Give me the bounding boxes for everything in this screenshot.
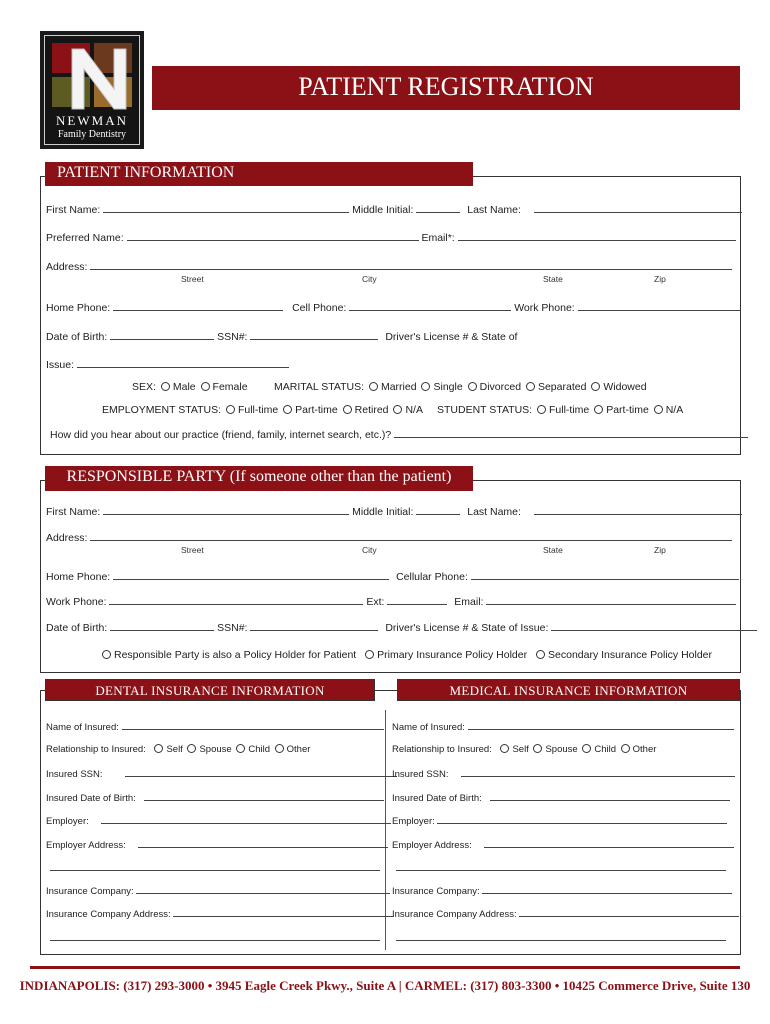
medical-company-address-field[interactable]	[519, 907, 739, 917]
dental-ssn-row	[46, 767, 397, 780]
email-label: Email*:	[421, 232, 455, 244]
dental-ssn-label: Insured SSN:	[46, 769, 103, 780]
medical-name-row	[392, 720, 734, 733]
medical-employer-address-field[interactable]	[484, 838, 734, 848]
medical-employer-field[interactable]	[437, 814, 727, 824]
rp-policy-holder-label: Responsible Party is also a Policy Holder for Patient	[114, 649, 357, 661]
dental-relationship-label: Relationship to Insured:	[46, 744, 146, 755]
dental-other-label: Other	[286, 744, 311, 755]
rp-ext-label: Ext:	[366, 596, 385, 608]
dental-dob-label: Insured Date of Birth:	[46, 793, 136, 804]
employment-na-label: N/A	[405, 404, 423, 416]
marital-widowed-label: Widowed	[603, 381, 647, 393]
home-phone-label: Home Phone:	[46, 302, 111, 314]
medical-employer-address-line2[interactable]	[396, 870, 726, 871]
patient-phone-row	[46, 301, 740, 314]
dental-name-field[interactable]	[122, 720, 384, 730]
medical-self-label: Self	[512, 744, 529, 755]
sex-male-label: Male	[172, 381, 196, 393]
medical-name-label: Name of Insured:	[392, 722, 465, 733]
preferred-name-label: Preferred Name:	[46, 232, 124, 244]
student-fulltime-label: Full-time	[549, 404, 590, 416]
employment-parttime-checkbox[interactable]	[283, 405, 292, 414]
rp-email-label: Email:	[454, 596, 484, 608]
rp-dob-field[interactable]	[110, 621, 214, 631]
medical-relationship-row	[392, 744, 656, 755]
rp-home-phone-label: Home Phone:	[46, 571, 111, 583]
student-parttime-label: Part-time	[606, 404, 649, 416]
rp-middle-initial-label: Middle Initial:	[352, 506, 414, 518]
dental-self-checkbox[interactable]	[154, 744, 163, 753]
secondary-policy-holder-label: Secondary Insurance Policy Holder	[548, 649, 713, 661]
medical-ssn-label: Insured SSN:	[392, 769, 449, 780]
rp-work-row	[46, 595, 736, 608]
patient-info-heading: PATIENT INFORMATION	[57, 164, 235, 181]
zip-caption: Zip	[654, 274, 666, 284]
marital-divorced-checkbox[interactable]	[468, 382, 477, 391]
marital-label: MARITAL STATUS:	[274, 381, 365, 393]
dental-relationship-row	[46, 744, 310, 755]
sex-male-checkbox[interactable]	[161, 382, 170, 391]
footer-addresses: INDIANAPOLIS: (317) 293-3000 • 3945 Eagle Creek Pkwy., Suite A | CARMEL: (317) 803-3300 • 10425 Commerce Drive, Suite 130	[19, 978, 751, 993]
medical-company-label: Insurance Company:	[392, 886, 480, 897]
dob-label: Date of Birth:	[46, 331, 108, 343]
home-phone-field[interactable]	[113, 301, 283, 311]
rp-ssn-label: SSN#:	[217, 622, 248, 634]
dental-company-address-line2[interactable]	[50, 940, 380, 941]
dental-tab	[45, 679, 375, 701]
employment-parttime-label: Part-time	[295, 404, 338, 416]
dental-employer-address-row	[46, 838, 388, 851]
marital-single-checkbox[interactable]	[421, 382, 430, 391]
employment-retired-label: Retired	[354, 404, 389, 416]
student-parttime-checkbox[interactable]	[594, 405, 603, 414]
title-banner	[152, 66, 740, 110]
medical-ssn-row	[392, 767, 735, 780]
state-caption: State	[543, 274, 563, 284]
last-name-label: Last Name:	[467, 204, 521, 216]
patient-info-tab	[45, 162, 473, 186]
rp-address-label: Address:	[46, 532, 88, 544]
first-name-label: First Name:	[46, 204, 101, 216]
drivers-license-label: Driver's License # & State of	[385, 331, 518, 343]
issue-field[interactable]	[77, 358, 289, 368]
rp-home-phone-field[interactable]	[113, 570, 389, 580]
dental-dob-row	[46, 791, 384, 804]
patient-dob-row	[46, 330, 517, 343]
dental-company-field[interactable]	[136, 884, 390, 894]
dental-self-label: Self	[166, 744, 183, 755]
rp-middle-initial-field[interactable]	[416, 505, 460, 515]
student-row	[437, 404, 683, 416]
rp-cellular-phone-field[interactable]	[471, 570, 739, 580]
rp-dob-row	[46, 621, 757, 634]
responsible-party-heading: RESPONSIBLE PARTY (If someone other than the patient)	[66, 468, 452, 485]
issue-label: Issue:	[46, 359, 75, 371]
ssn-label: SSN#:	[217, 331, 248, 343]
logo-tiles	[52, 43, 132, 107]
address-label: Address:	[46, 261, 88, 273]
student-na-label: N/A	[665, 404, 684, 416]
medical-dob-label: Insured Date of Birth:	[392, 793, 482, 804]
sex-female-label: Female	[212, 381, 248, 393]
medical-dob-field[interactable]	[490, 791, 730, 801]
marital-row	[274, 381, 647, 393]
employment-na-checkbox[interactable]	[393, 405, 402, 414]
medical-company-address-label: Insurance Company Address:	[392, 909, 517, 920]
sex-row	[132, 381, 248, 393]
rp-work-phone-label: Work Phone:	[46, 596, 107, 608]
employment-row	[102, 404, 423, 416]
rp-last-name-label: Last Name:	[467, 506, 521, 518]
medical-company-field[interactable]	[482, 884, 732, 894]
rp-cellular-phone-label: Cellular Phone:	[396, 571, 468, 583]
marital-single-label: Single	[433, 381, 463, 393]
dental-employer-row	[46, 814, 391, 827]
medical-other-checkbox[interactable]	[621, 744, 630, 753]
marital-divorced-label: Divorced	[479, 381, 522, 393]
patient-issue-row	[46, 358, 289, 371]
medical-employer-row	[392, 814, 727, 827]
medical-other-label: Other	[632, 744, 657, 755]
medical-child-label: Child	[594, 744, 616, 755]
marital-separated-checkbox[interactable]	[526, 382, 535, 391]
dental-heading: DENTAL INSURANCE INFORMATION	[95, 683, 325, 698]
dental-spouse-checkbox[interactable]	[187, 744, 196, 753]
dental-other-checkbox[interactable]	[275, 744, 284, 753]
marital-married-checkbox[interactable]	[369, 382, 378, 391]
medical-employer-label: Employer:	[392, 816, 435, 827]
referral-field[interactable]	[394, 428, 748, 438]
rp-drivers-license-label: Driver's License # & State of Issue:	[385, 622, 549, 634]
sex-label: SEX:	[132, 381, 156, 393]
student-fulltime-checkbox[interactable]	[537, 405, 546, 414]
medical-spouse-checkbox[interactable]	[533, 744, 542, 753]
cell-phone-field[interactable]	[349, 301, 511, 311]
sex-female-checkbox[interactable]	[201, 382, 210, 391]
referral-label: How did you hear about our practice (friend, family, internet search, etc.)?	[50, 429, 392, 441]
logo-title: NEWMAN	[56, 113, 128, 128]
referral-row	[50, 428, 748, 441]
dental-company-label: Insurance Company:	[46, 886, 134, 897]
logo-inner	[44, 35, 140, 145]
middle-initial-field[interactable]	[416, 203, 460, 213]
footer-rule	[30, 966, 740, 969]
dental-name-label: Name of Insured:	[46, 722, 119, 733]
dental-employer-label: Employer:	[46, 816, 89, 827]
rp-phone-row	[46, 570, 739, 583]
medical-dob-row	[392, 791, 730, 804]
patient-address-row	[46, 260, 732, 273]
dental-company-address-row	[46, 907, 393, 920]
dental-child-label: Child	[248, 744, 270, 755]
rp-name-row	[46, 505, 742, 518]
dental-company-row	[46, 884, 390, 897]
student-na-checkbox[interactable]	[654, 405, 663, 414]
rp-state-caption: State	[543, 545, 563, 555]
medical-company-row	[392, 884, 732, 897]
rp-first-name-label: First Name:	[46, 506, 101, 518]
newman-logo	[40, 31, 144, 149]
dental-company-address-label: Insurance Company Address:	[46, 909, 171, 920]
rp-ssn-field[interactable]	[250, 621, 378, 631]
medical-employer-address-label: Employer Address:	[392, 840, 472, 851]
dental-employer-field[interactable]	[101, 814, 391, 824]
rp-dob-label: Date of Birth:	[46, 622, 108, 634]
work-phone-label: Work Phone:	[514, 302, 575, 314]
street-caption: Street	[181, 274, 204, 284]
ssn-field[interactable]	[250, 330, 378, 340]
email-field[interactable]	[458, 231, 736, 241]
dental-spouse-label: Spouse	[199, 744, 232, 755]
rp-email-field[interactable]	[486, 595, 736, 605]
work-phone-field[interactable]	[578, 301, 740, 311]
dob-field[interactable]	[110, 330, 214, 340]
rp-address-field[interactable]	[90, 531, 732, 541]
logo-subtitle: Family Dentistry	[57, 129, 127, 140]
medical-child-checkbox[interactable]	[582, 744, 591, 753]
patient-preferred-row	[46, 231, 736, 244]
medical-company-address-row	[392, 907, 739, 920]
cell-phone-label: Cell Phone:	[292, 302, 347, 314]
medical-heading: MEDICAL INSURANCE INFORMATION	[449, 683, 688, 698]
page-title: PATIENT REGISTRATION	[298, 72, 594, 101]
rp-first-name-field[interactable]	[103, 505, 349, 515]
responsible-party-tab	[45, 466, 473, 491]
dental-employer-address-line2[interactable]	[50, 870, 380, 871]
medical-self-checkbox[interactable]	[500, 744, 509, 753]
primary-policy-holder-label: Primary Insurance Policy Holder	[377, 649, 528, 661]
dental-employer-address-field[interactable]	[138, 838, 388, 848]
medical-ssn-field[interactable]	[461, 767, 735, 777]
dental-ssn-field[interactable]	[125, 767, 397, 777]
marital-married-label: Married	[380, 381, 417, 393]
rp-zip-caption: Zip	[654, 545, 666, 555]
rp-policy-holder-checkbox[interactable]	[102, 650, 111, 659]
rp-city-caption: City	[362, 545, 377, 555]
rp-drivers-license-field[interactable]	[551, 621, 757, 631]
dental-dob-field[interactable]	[144, 791, 384, 801]
student-label: STUDENT STATUS:	[437, 404, 533, 416]
address-field[interactable]	[90, 260, 732, 270]
marital-widowed-checkbox[interactable]	[591, 382, 600, 391]
rp-policy-row	[100, 649, 712, 661]
rp-last-name-field[interactable]	[534, 505, 742, 515]
first-name-field[interactable]	[103, 203, 349, 213]
medical-tab	[397, 679, 740, 701]
dental-child-checkbox[interactable]	[236, 744, 245, 753]
employment-retired-checkbox[interactable]	[343, 405, 352, 414]
employment-fulltime-checkbox[interactable]	[226, 405, 235, 414]
dental-employer-address-label: Employer Address:	[46, 840, 126, 851]
employment-label: EMPLOYMENT STATUS:	[102, 404, 222, 416]
city-caption: City	[362, 274, 377, 284]
employment-fulltime-label: Full-time	[237, 404, 279, 416]
medical-employer-address-row	[392, 838, 734, 851]
dental-company-address-field[interactable]	[173, 907, 393, 917]
middle-initial-label: Middle Initial:	[352, 204, 414, 216]
last-name-field[interactable]	[534, 203, 742, 213]
patient-name-row	[46, 203, 742, 216]
medical-relationship-label: Relationship to Insured:	[392, 744, 492, 755]
preferred-name-field[interactable]	[127, 231, 419, 241]
medical-company-address-line2[interactable]	[396, 940, 726, 941]
dental-name-row	[46, 720, 384, 733]
rp-street-caption: Street	[181, 545, 204, 555]
medical-spouse-label: Spouse	[545, 744, 578, 755]
rp-work-phone-field[interactable]	[109, 595, 363, 605]
primary-policy-holder-checkbox[interactable]	[365, 650, 374, 659]
medical-name-field[interactable]	[468, 720, 734, 730]
secondary-policy-holder-checkbox[interactable]	[536, 650, 545, 659]
rp-ext-field[interactable]	[387, 595, 447, 605]
rp-address-row	[46, 531, 732, 544]
marital-separated-label: Separated	[537, 381, 587, 393]
logo-n-mark	[66, 45, 132, 111]
